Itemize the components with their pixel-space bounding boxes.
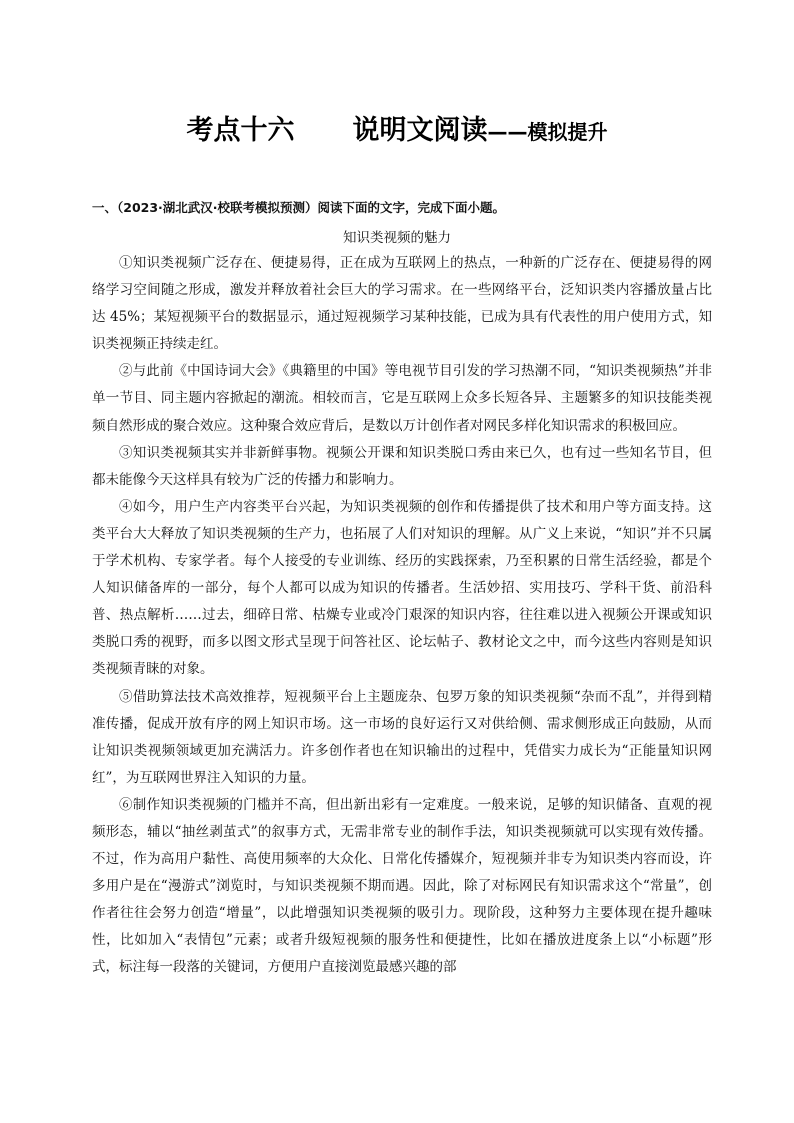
paragraph-6: ⑥制作知识类视频的门槛并不高，但出新出彩有一定难度。一般来说，足够的知识储备、直观的视频形态，辅以“抽丝剥茧式”的叙事方式，无需非常专业的制作手法，知识类视频就可以实现有效传播。不过，作为高用户黏性、高使用频率的大众化、日常化传播媒介，短视频并非专为知识类内容而设，许多用户是在“漫游式”浏览时，与知识类视频不期而遇。因此，除了对标网民有知识需求这个“常量”，创作者往往会努力创造“增量”，以此增强知识类视频的吸引力。现阶段，这种努力主要体现在提升趣味性，比如加入“表情包”元素；或者升级短视频的服务性和便捷性，比如在播放进度条上以“小标题”形式，标注每一段落的关键词，方便用户直接浏览最感兴趣的部	[92, 796, 712, 976]
title-sub: ——模拟提升	[487, 120, 608, 144]
title-topic: 说明文阅读	[352, 115, 488, 146]
paragraph-2: ②与此前《中国诗词大会》《典籍里的中国》等电视节目引发的学习热潮不同，“知识类视频热”并非单一节目、同主题内容掀起的潮流。相较而言，它是互联网上众多长短各异、主题繁多的知识技能类视频自然形成的聚合效应。这种聚合效应背后，是数以万计创作者对网民多样化知识需求的积极回应。	[92, 363, 712, 434]
question-heading: 一、（2023·湖北武汉·校联考模拟预测）阅读下面的文字，完成下面小题。	[92, 200, 506, 215]
paragraph-1: ①知识类视频广泛存在、便捷易得，正在成为互联网上的热点，一种新的广泛存在、便捷易得的网络学习空间随之形成，激发并释放着社会巨大的学习需求。在一些网络平台，泛知识类内容播放量占比达 45%；某短视频平台的数据显示，通过短视频学习某种技能，已成为具有代表性的用户使用方式，知识类视频正持续走红。	[92, 255, 712, 353]
article-body	[92, 250, 712, 982]
title-main: 考点十六	[186, 115, 295, 146]
article-title: 知识类视频的魅力	[343, 230, 451, 246]
paragraph-5: ⑤借助算法技术高效推荐，短视频平台上主题庞杂、包罗万象的知识类视频“杂而不乱”，并得到精准传播，促成开放有序的网上知识市场。这一市场的良好运行又对供给侧、需求侧形成正向鼓励，从而让知识类视频领域更加充满活力。许多创作者也在知识输出的过程中，凭借实力成长为“正能量知识网红”，为互联网世界注入知识的力量。	[92, 688, 712, 786]
page-title	[0, 108, 794, 147]
paragraph-3: ③知识类视频其实并非新鲜事物。视频公开课和知识类脱口秀由来已久，也有过一些知名节目，但都未能像今天这样具有较为广泛的传播力和影响力。	[92, 444, 712, 488]
paragraph-4: ④如今，用户生产内容类平台兴起，为知识类视频的创作和传播提供了技术和用户等方面支持。这类平台大大释放了知识类视频的生产力，也拓展了人们对知识的理解。从广义上来说，“知识”并不只属于学术机构、专家学者。每个人接受的专业训练、经历的实践探索，乃至积累的日常生活经验，都是个人知识储备库的一部分，每个人都可以成为知识的传播者。生活妙招、实用技巧、学科干货、前沿科普、热点解析……过去，细碎日常、枯燥专业或冷门艰深的知识内容，往往难以进入视频公开课或知识类脱口秀的视野，而多以图文形式呈现于问答社区、论坛帖子、教材论文之中，而今这些内容则是知识类视频青睐的对象。	[92, 498, 712, 678]
